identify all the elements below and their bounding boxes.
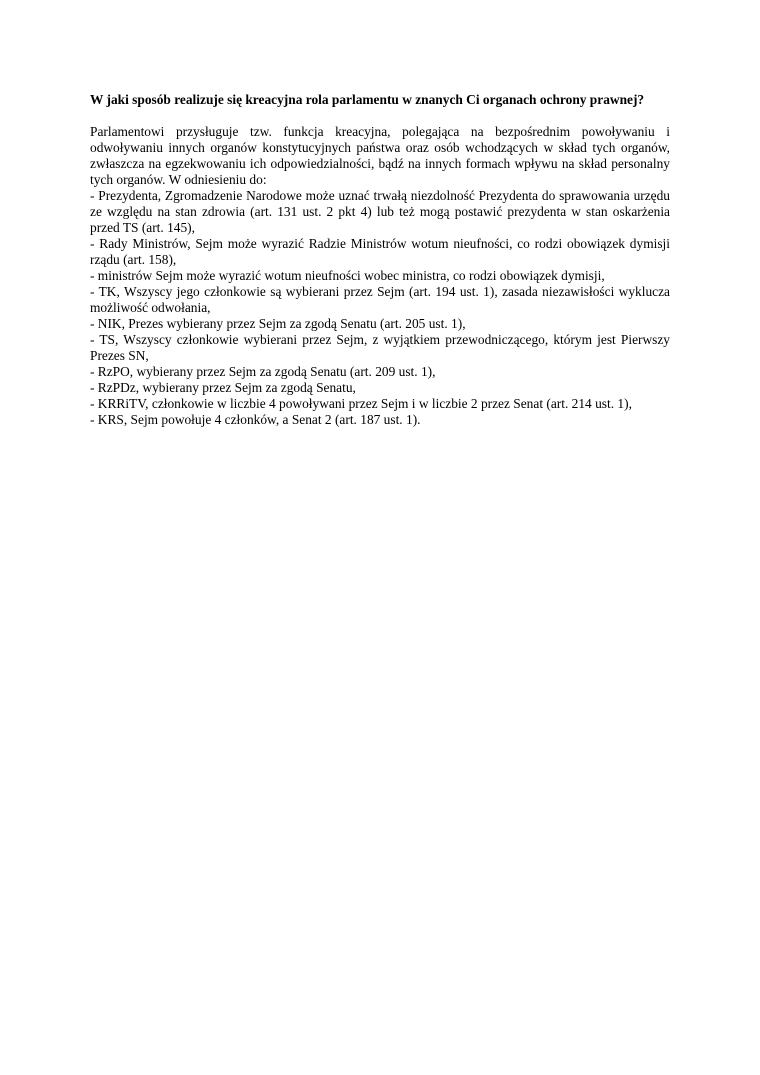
list-item-tk: - TK, Wszyscy jego członkowie są wybierani przez Sejm (art. 194 ust. 1), zasada niezawisłości wyklucza możliwość odwołania, (90, 284, 670, 315)
list-item-rada-ministrow: - Rady Ministrów, Sejm może wyrazić Radzie Ministrów wotum nieufności, co rodzi obowiązek dymisji rządu (art. 158), (90, 236, 670, 267)
document-page (90, 92, 670, 428)
answer-body (90, 124, 670, 428)
list-item-krritv: - KRRiTV, członkowie w liczbie 4 powoływani przez Sejm i w liczbie 2 przez Senat (art. 214 ust. 1), (90, 396, 632, 411)
list-item-ts: - TS, Wszyscy członkowie wybierani przez Sejm, z wyjątkiem przewodniczącego, którym jest Pierwszy Prezes SN, (90, 332, 670, 363)
question-heading: W jaki sposób realizuje się kreacyjna rola parlamentu w znanych Ci organach ochrony prawnej? (90, 92, 645, 107)
list-item-krs: - KRS, Sejm powołuje 4 członków, a Senat 2 (art. 187 ust. 1). (90, 412, 421, 427)
list-item-nik: - NIK, Prezes wybierany przez Sejm za zgodą Senatu (art. 205 ust. 1), (90, 316, 466, 331)
list-item-rzpo: - RzPO, wybierany przez Sejm za zgodą Senatu (art. 209 ust. 1), (90, 364, 436, 379)
list-item-prezydent: - Prezydenta, Zgromadzenie Narodowe może uznać trwałą niezdolność Prezydenta do sprawowania urzędu ze względu na stan zdrowia (art. 131 ust. 2 pkt 4) lub też mogą postawić prezydenta w stan oskarżenia przed TS (art. 145), (90, 188, 670, 235)
list-item-ministrowie: - ministrów Sejm może wyrazić wotum nieufności wobec ministra, co rodzi obowiązek dymisji, (90, 268, 605, 283)
list-item-rzpdz: - RzPDz, wybierany przez Sejm za zgodą Senatu, (90, 380, 356, 395)
intro-paragraph: Parlamentowi przysługuje tzw. funkcja kreacyjna, polegająca na bezpośrednim powoływaniu i odwoływaniu innych organów konstytucyjnych państwa oraz osób wchodzących w skład tych organów, zwłaszcza na egzekwowaniu ich odpowiedzialności, bądź na innych formach wpływu na skład personalny tych organów. W odniesieniu do: (90, 124, 670, 187)
